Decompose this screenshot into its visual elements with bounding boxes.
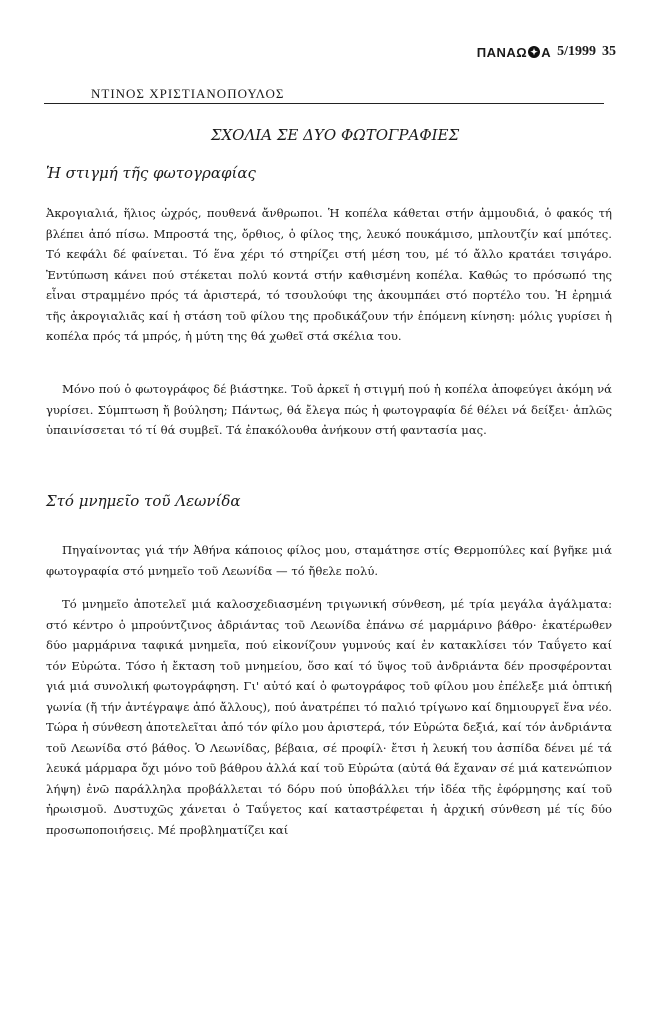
paragraph-1-2: Μόνο πού ὁ φωτογράφος δέ βιάστηκε. Τοῦ ἀρκεῖ ἡ στιγμή πού ἡ κοπέλα ἀποφεύγει ἀκόμη νά γυρίσει. Σύμπτωση ἤ βούληση; Πάντως, θά ἔλεγα πώς ἡ φωτογραφία δέ θέλει νά δείξει· ἁπλῶς ὑπαινίσσεται τό τί θά συμβεῖ. Τά ἐπακόλουθα ἀνήκουν στή φαντασία μας.	[46, 382, 612, 437]
paragraph-2-1: Πηγαίνοντας γιά τήν Ἀθήνα κάποιος φίλος μου, σταμάτησε στίς Θερμοπύλες καί βγῆκε μιά φωτογραφία στό μνημεῖο τοῦ Λεωνίδα — τό ἤθελε πολύ.	[46, 543, 612, 578]
paragraph-2-2: Τό μνημεῖο ἀποτελεῖ μιά καλοσχεδιασμένη τριγωνική σύνθεση, μέ τρία μεγάλα ἀγάλματα: στό κέντρο ὁ μπρούντζινος ἀδριάντας τοῦ Λεωνίδα ἐπάνω σέ μαρμάρινο βάθρο· ἑκατέρωθεν δύο μαρμάρινα ταφικά μνημεῖα, πού εἰκονίζουν γυμνούς καί ἐν κατακλίσει τόν Ταΰγετο καί τόν Εὐρώτα. Τόσο ἡ ἔκταση τοῦ μνημείου, ὅσο καί τό ὕψος τοῦ ἀνδριάντα δέν προσφέρονται γιά μιά συνολική φωτογράφηση. Γι' αὐτό καί ὁ φωτογράφος τοῦ φίλου μου ἐπέλεξε μιά ὀπτική γωνία (ἤ τήν ἀντέγραψε ἀπό ἄλλους), πού ἀνατρέπει τό παλιό τρίγωνο καί δημιουργεῖ ἕνα νέο. Τώρα ἡ σύνθεση ἀποτελεῖται ἀπό τόν φίλο μου ἀριστερά, τόν Εὐρώτα δεξιά, καί τόν ἀνδριάντα τοῦ Λεωνίδα στό βάθος. Ὁ Λεωνίδας, βέβαια, σέ προφίλ· ἔτσι ἡ λευκή του ἀσπίδα δένει μέ τά λευκά μάρμαρα ὄχι μόνο τοῦ βάθρου ἀλλά καί τοῦ Εὐρώτα (αὐτά θά ἔχαναν σέ μιά κατενώπιον λήψη) ἐνῶ παράλληλα προβάλλεται τό δόρυ πού ὑποβάλλει τήν ἰδέα τῆς ἐφόρμησης καί τοῦ ἡρωισμοῦ. Δυστυχῶς χάνεται ὁ Ταΰγετος καί καταστρέφεται ἡ ἀρχική σύνθεση μέ τίς δύο προσωποποιήσεις. Μέ προβληματίζει καί	[46, 597, 612, 837]
magazine-logo	[477, 45, 551, 60]
section-heading-1: Ἡ στιγμή τῆς φωτογραφίας	[46, 164, 256, 182]
header-divider	[44, 103, 604, 104]
magazine-logo-prefix: ΠΑΝΑΩ	[476, 44, 528, 60]
page-header	[477, 44, 616, 60]
section-heading-2: Στό μνημεῖο τοῦ Λεωνίδα	[46, 492, 241, 510]
magazine-logo-suffix: Α	[541, 44, 552, 60]
issue-number: 5/1999	[557, 44, 596, 59]
logo-emblem-icon: ✦	[530, 47, 539, 57]
author-name: ΝΤΙΝΟΣ ΧΡΙΣΤΙΑΝΟΠΟΥΛΟΣ	[91, 86, 285, 101]
paragraph-1-1: Ἀκρογιαλιά, ἥλιος ὠχρός, πουθενά ἄνθρωποι. Ἡ κοπέλα κάθεται στήν ἀμμουδιά, ὁ φακός τή βλέπει ἀπό πίσω. Μπροστά της, ὄρθιος, ὁ φίλος της, λευκό πουκάμισο, μπλουτζίν καί μπότες. Τό κεφάλι δέ φαίνεται. Τό ἕνα χέρι τό στηρίζει στή μέση του, μέ τό ἄλλο κρατάει τσιγάρο. Ἐντύπωση κάνει πού στέκεται πολύ κοντά στήν καθισμένη κοπέλα. Καθώς το πρόσωπό της εἶναι στραμμένο πρός τά ἀριστερά, τό τσουλούφι της ἀκουμπάει στό πορτέλο του. Ἡ ἐρημιά τῆς ἀκρογιαλιᾶς καί ἡ στάση τοῦ φίλου της προδικάζουν τήν ἑπόμενη κίνηση: μόλις γυρίσει ἡ κοπέλα πρός τά μπρός, ἡ μύτη της θά χωθεῖ στά σκέλια του.	[46, 206, 612, 343]
page-number: 35	[602, 44, 616, 59]
article-title: ΣΧΟΛΙΑ ΣΕ ΔΥΟ ΦΩΤΟΓΡΑΦΙΕΣ	[210, 126, 460, 144]
